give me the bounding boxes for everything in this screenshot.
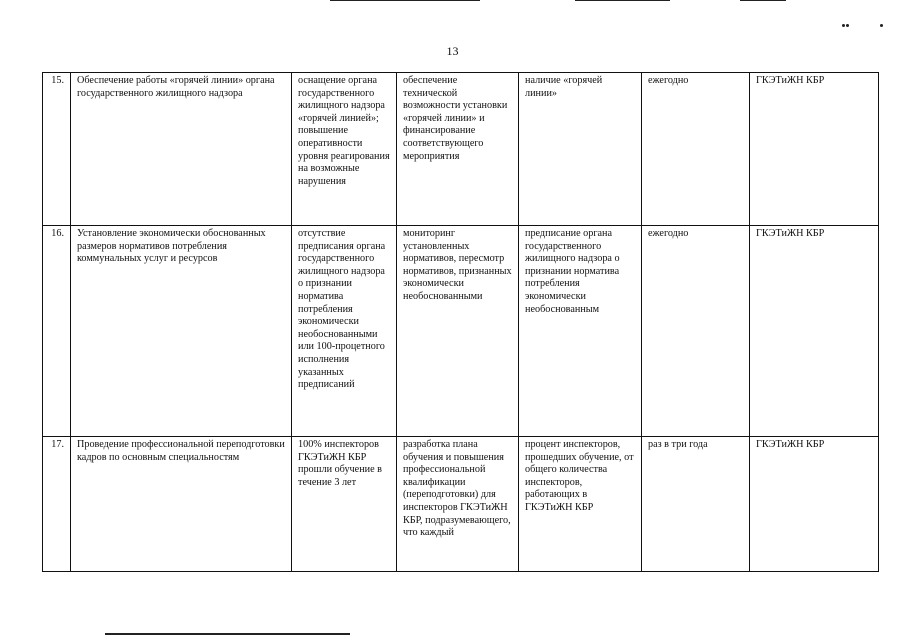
table-row (43, 437, 879, 572)
measures-table (42, 72, 879, 572)
scan-artifact-dot (880, 24, 883, 27)
period-cell: ежегодно (642, 73, 750, 226)
result-cell: оснащение органа государственного жилищного надзора «горячей линией»; повышение оперативности уровня реагирования на возможные нарушения (292, 73, 397, 226)
result-cell: отсутствие предписания органа государственного жилищного надзора о признании норматива потребления экономически необоснованными или 100-процетного исполнения указанных предписаний (292, 226, 397, 437)
period-cell: ежегодно (642, 226, 750, 437)
indicator-cell: процент инспекторов, прошедших обучение, от общего количества инспекторов, работающих в ГКЭТиЖН КБР (519, 437, 642, 572)
actions-cell: разработка плана обучения и повышения профессиональной квалификации (переподготовки) для инспекторов ГКЭТиЖН КБР, подразумевающего, что каждый (397, 437, 519, 572)
scan-artifact-line (740, 0, 786, 1)
page-number: 13 (446, 44, 459, 58)
table-row (43, 226, 879, 437)
measure-cell: Проведение профессиональной переподготовки кадров по основным специальностям (71, 437, 292, 572)
result-cell: 100% инспекторов ГКЭТиЖН КБР прошли обучение в течение 3 лет (292, 437, 397, 572)
row-number: 17. (43, 437, 71, 572)
scan-artifact-line (330, 0, 480, 1)
row-number: 16. (43, 226, 71, 437)
measure-cell: Установление экономически обоснованных размеров нормативов потребления коммунальных услуг и ресурсов (71, 226, 292, 437)
scan-artifact-line (575, 0, 670, 1)
actions-cell: обеспечение технической возможности установки «горячей линии» и финансирование соответствующего мероприятия (397, 73, 519, 226)
actions-cell: мониторинг установленных нормативов, пересмотр нормативов, признанных экономически необоснованными (397, 226, 519, 437)
responsible-cell: ГКЭТиЖН КБР (750, 437, 879, 572)
period-cell: раз в три года (642, 437, 750, 572)
measure-cell: Обеспечение работы «горячей линии» органа государственного жилищного надзора (71, 73, 292, 226)
indicator-cell: предписание органа государственного жилищного надзора о признании норматива потребления экономически необоснованным (519, 226, 642, 437)
table-row (43, 73, 879, 226)
responsible-cell: ГКЭТиЖН КБР (750, 73, 879, 226)
scan-artifact-dot (846, 24, 849, 27)
indicator-cell: наличие «горячей линии» (519, 73, 642, 226)
row-number: 15. (43, 73, 71, 226)
scan-artifact-dot (842, 24, 845, 27)
scan-artifact-line (105, 633, 350, 635)
responsible-cell: ГКЭТиЖН КБР (750, 226, 879, 437)
